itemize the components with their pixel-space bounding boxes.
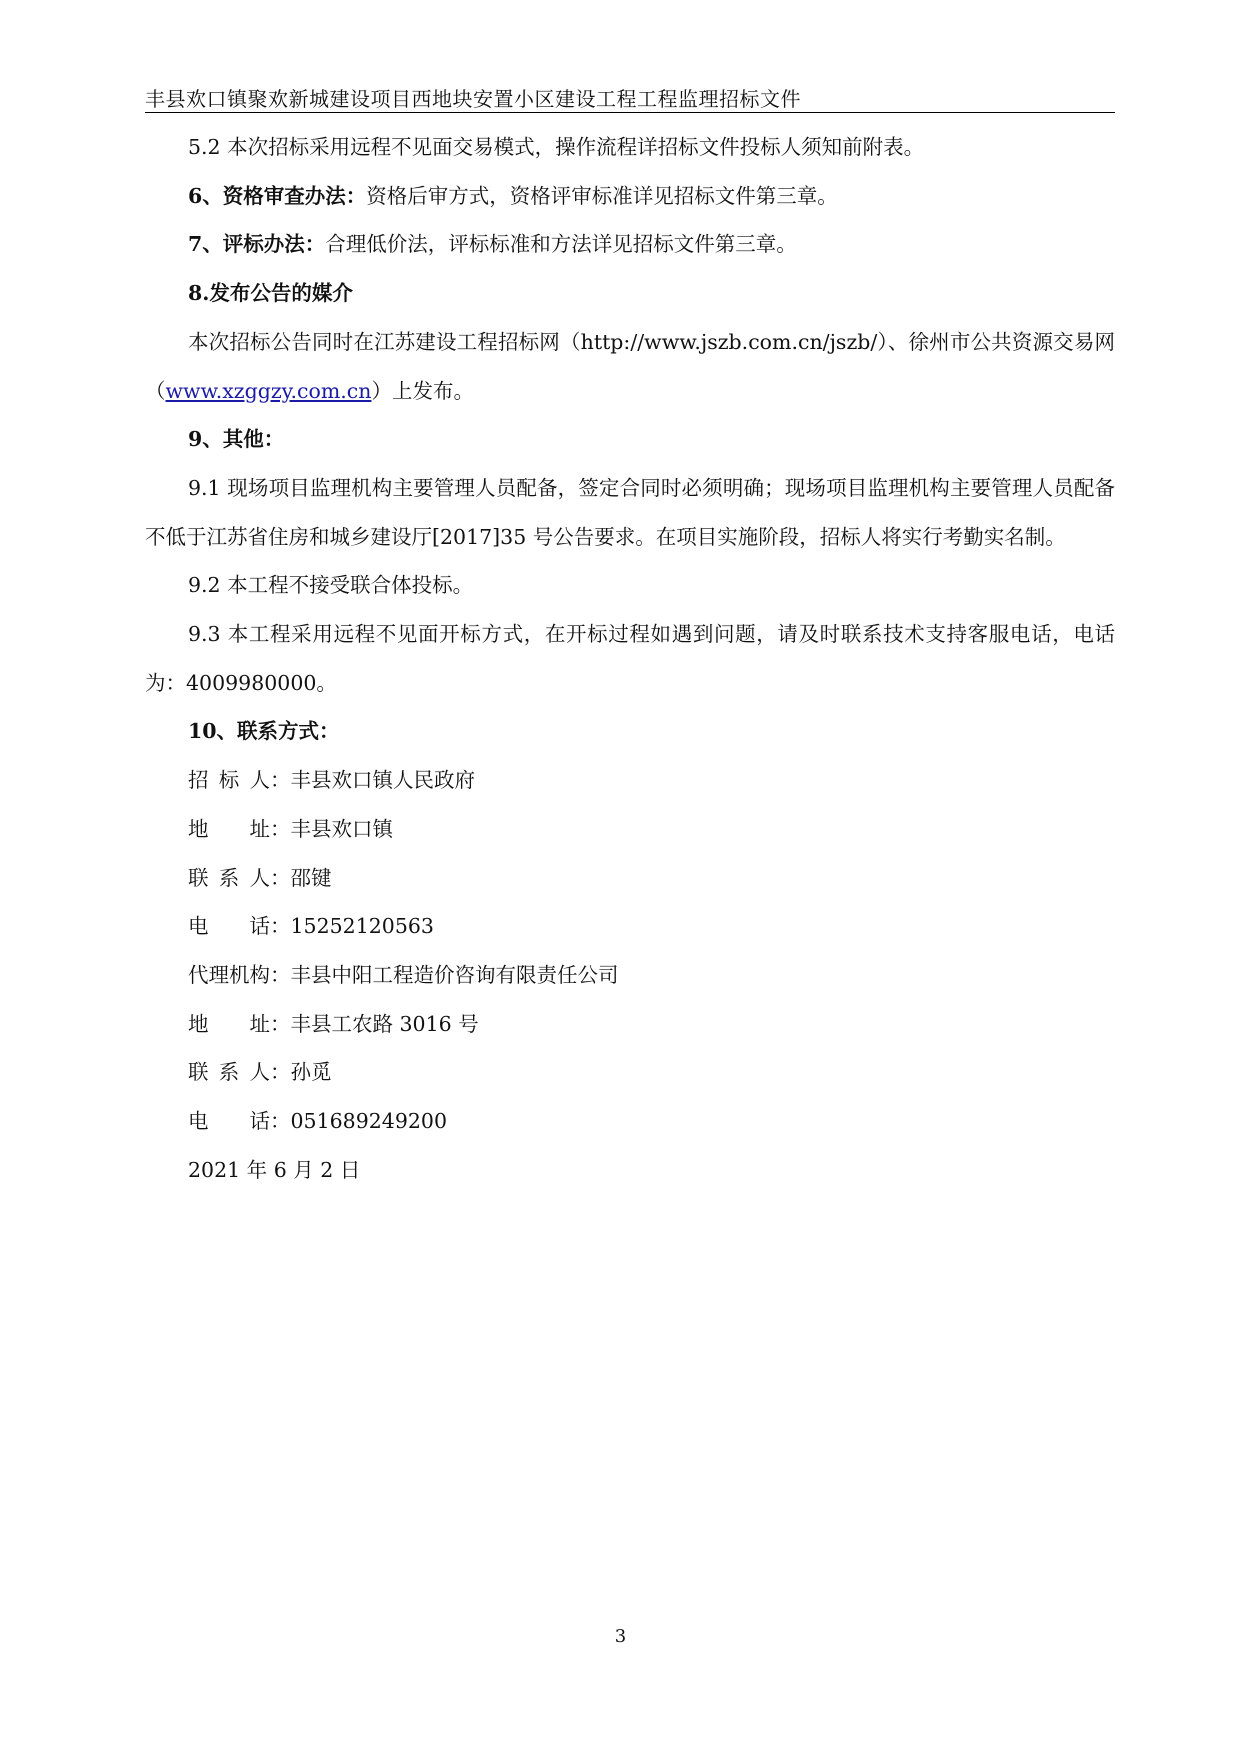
section-8-heading: 8.发布公告的媒介 bbox=[188, 281, 353, 306]
contact-row bbox=[145, 1097, 1115, 1146]
paragraph-9-2: 9.2 本工程不接受联合体投标。 bbox=[188, 573, 474, 598]
contact-row bbox=[145, 756, 1115, 805]
contact-value: 15252120563 bbox=[290, 914, 434, 939]
contact-label: 地址 bbox=[188, 816, 270, 841]
contact-row bbox=[145, 1048, 1115, 1097]
contact-label: 电话 bbox=[188, 1109, 270, 1134]
date: 2021 年 6 月 2 日 bbox=[188, 1157, 361, 1182]
contact-label: 联系人 bbox=[188, 865, 270, 890]
paragraph-9-1: 9.1 现场项目监理机构主要管理人员配备，签定合同时必须明确；现场项目监理机构主要管理人员配备不低于江苏省住房和城乡建设厅[2017]35 号公告要求。在项目实施阶段，招标人将实行考勤实名制。 bbox=[145, 475, 1115, 549]
section-6-heading: 6、资格审查办法： bbox=[188, 183, 367, 208]
contact-colon: ： bbox=[270, 1060, 291, 1085]
contact-colon: ： bbox=[270, 1011, 291, 1036]
section-8-text-b: ）上发布。 bbox=[371, 378, 474, 403]
section-6 bbox=[145, 172, 1115, 221]
contact-row bbox=[145, 854, 1115, 903]
contact-colon: ： bbox=[270, 1109, 291, 1134]
xzggzy-link[interactable]: www.xzggzy.com.cn bbox=[165, 378, 372, 403]
paragraph-9-3: 9.3 本工程采用远程不见面开标方式，在开标过程如遇到问题，请及时联系技术支持客服电话，电话为：4009980000。 bbox=[145, 622, 1115, 695]
contact-value: 051689249200 bbox=[290, 1109, 448, 1134]
contact-value: 丰县欢口镇 bbox=[290, 816, 393, 841]
contact-list bbox=[145, 756, 1115, 1146]
contact-value: 孙觅 bbox=[290, 1060, 332, 1085]
contact-colon: ： bbox=[270, 914, 291, 939]
section-8-text-a: 本次招标公告同时在江苏建设工程招标网（http://www.jszb.com.cn/jszb/）、徐州市公共资源交易网（ bbox=[145, 329, 1115, 403]
document-body bbox=[145, 123, 1115, 1194]
section-7-heading: 7、评标办法： bbox=[188, 232, 326, 257]
contact-label: 地址 bbox=[188, 1011, 270, 1036]
section-7-text: 合理低价法，评标标准和方法详见招标文件第三章。 bbox=[325, 232, 797, 257]
contact-value: 丰县工农路 3016 号 bbox=[290, 1011, 479, 1036]
contact-colon: ： bbox=[270, 962, 291, 987]
contact-value: 丰县中阳工程造价咨询有限责任公司 bbox=[290, 962, 619, 987]
running-header: 丰县欢口镇聚欢新城建设项目西地块安置小区建设工程工程监理招标文件 bbox=[145, 86, 1115, 113]
contact-row bbox=[145, 805, 1115, 854]
section-9-heading: 9、其他： bbox=[188, 427, 285, 452]
page-number: 3 bbox=[614, 1626, 627, 1647]
contact-row bbox=[145, 951, 1115, 1000]
contact-label: 联系人 bbox=[188, 1060, 270, 1085]
section-7 bbox=[145, 220, 1115, 269]
contact-colon: ： bbox=[270, 816, 291, 841]
contact-label: 电话 bbox=[188, 914, 270, 939]
contact-value: 丰县欢口镇人民政府 bbox=[290, 768, 475, 793]
paragraph-5-2: 5.2 本次招标采用远程不见面交易模式，操作流程详招标文件投标人须知前附表。 bbox=[188, 135, 925, 159]
contact-row bbox=[145, 902, 1115, 951]
contact-label: 代理机构 bbox=[188, 962, 270, 987]
contact-colon: ： bbox=[270, 768, 291, 793]
contact-label: 招标人 bbox=[188, 768, 270, 793]
contact-value: 邵键 bbox=[290, 865, 332, 890]
section-10-heading: 10、联系方式： bbox=[188, 719, 340, 744]
section-6-text: 资格后审方式，资格评审标准详见招标文件第三章。 bbox=[366, 183, 838, 208]
contact-row bbox=[145, 1000, 1115, 1049]
section-8-text bbox=[145, 318, 1115, 415]
contact-colon: ： bbox=[270, 865, 291, 890]
